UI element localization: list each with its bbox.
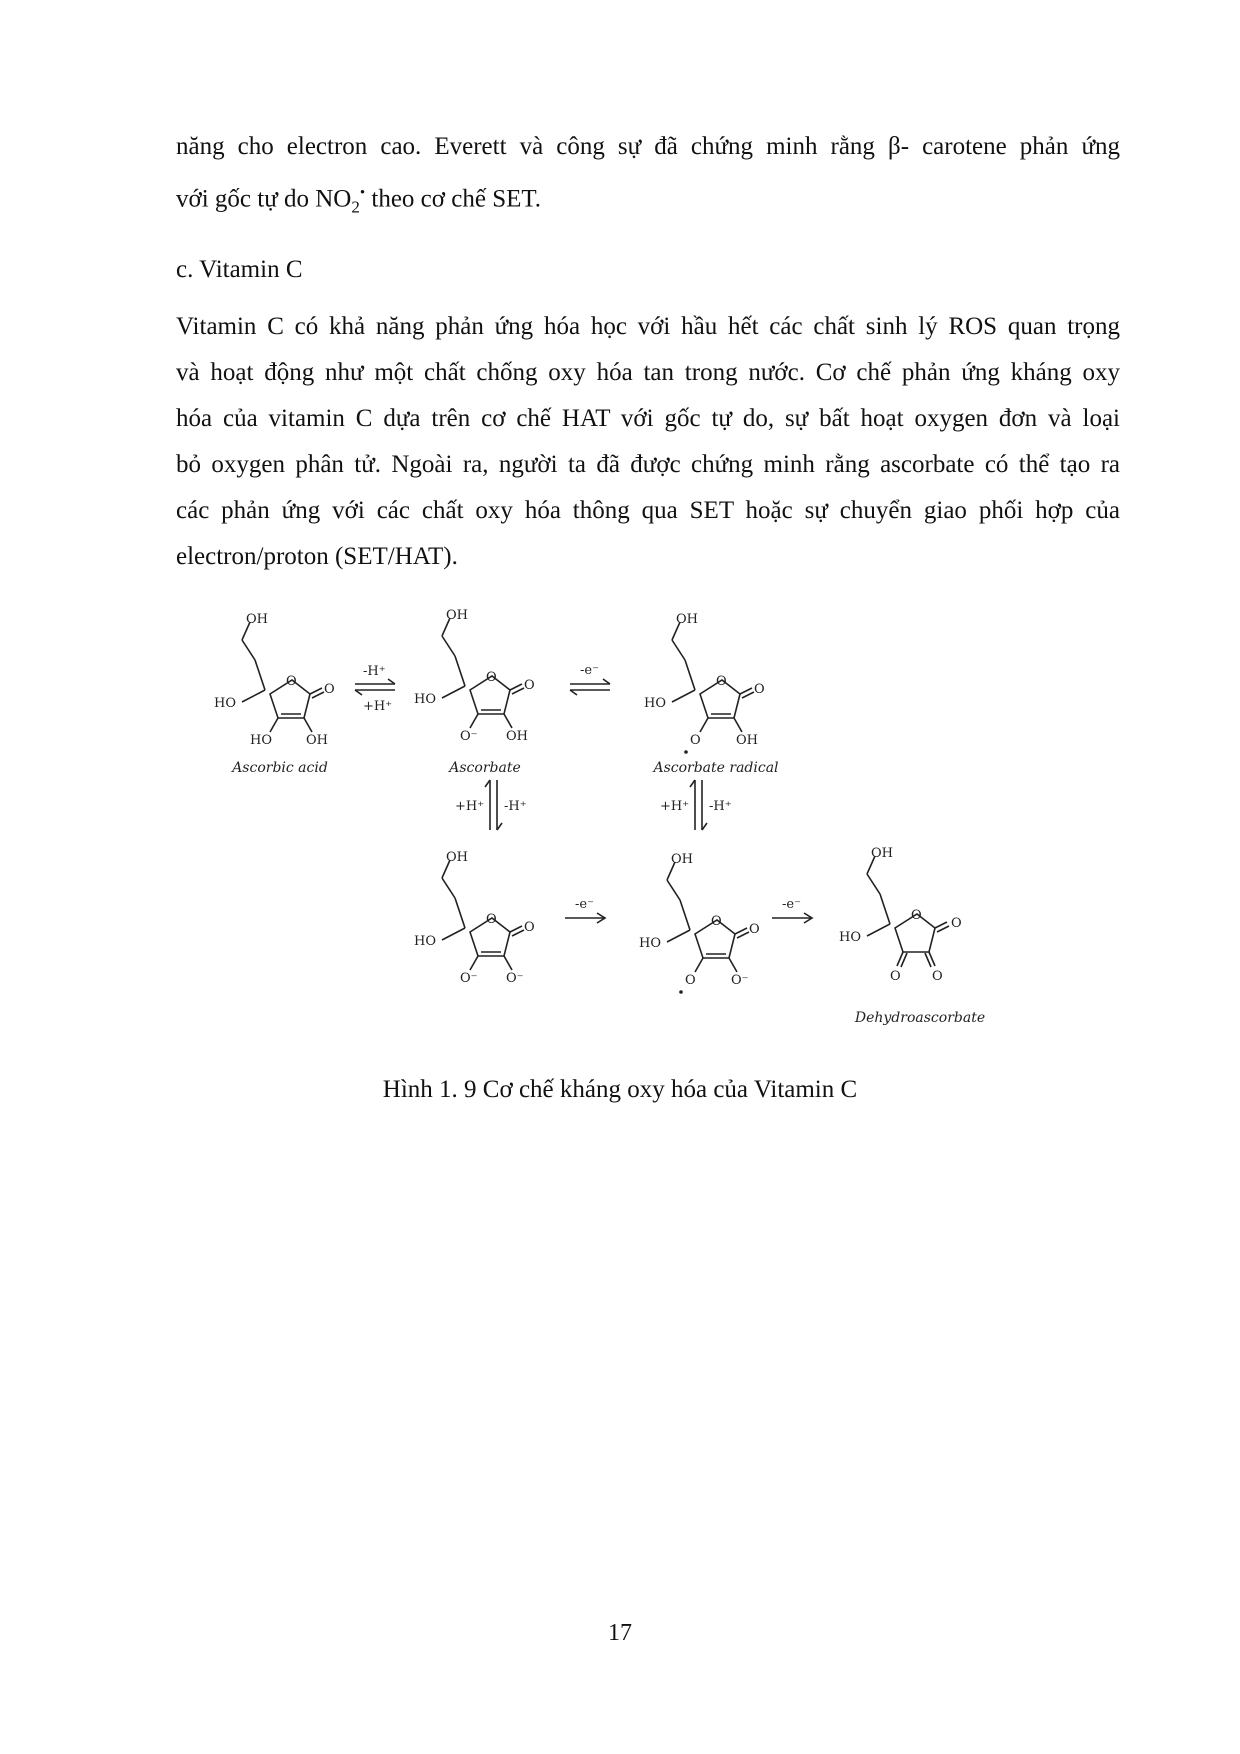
atom-label: O <box>486 670 497 685</box>
arrow-label: +H⁺ <box>660 799 690 814</box>
atom-label: O <box>890 969 901 984</box>
paragraph-vitamin-c <box>176 304 1120 580</box>
atom-label: OH <box>676 612 698 627</box>
radical-dot <box>679 990 683 994</box>
compound-name-ascorbate-radical: Ascorbate radical <box>653 760 779 776</box>
atom-label: O⁻ <box>731 973 749 988</box>
superscript: • <box>359 185 366 201</box>
molecule-ascorbate-radical <box>672 622 754 732</box>
forward-arrow-1 <box>565 913 605 923</box>
vertical-equilibrium-arrow-1 <box>485 780 502 830</box>
atom-label: O <box>524 920 535 935</box>
atom-label: OH <box>671 852 693 867</box>
text-line: electron/proton (SET/HAT). <box>176 543 458 570</box>
atom-label: HO <box>414 934 436 949</box>
atom-label: O⁻ <box>506 971 524 986</box>
atom-label: O <box>716 674 727 689</box>
atom-label: OH <box>446 850 468 865</box>
atom-label: O <box>524 678 535 693</box>
atom-label: OH <box>246 612 268 627</box>
paragraph-beta-carotene <box>176 124 1120 230</box>
atom-label: HO <box>644 696 666 711</box>
arrow-label: -e⁻ <box>782 897 801 912</box>
atom-label: O <box>749 922 760 937</box>
atom-label: O <box>932 969 943 984</box>
atom-label: O⁻ <box>460 729 478 744</box>
page-number: 17 <box>608 1620 632 1646</box>
figure-caption: Hình 1. 9 Cơ chế kháng oxy hóa của Vitamin C <box>382 1076 858 1103</box>
atom-label: O <box>690 733 701 748</box>
equilibrium-arrow-2 <box>570 679 610 695</box>
atom-label: O <box>711 914 722 929</box>
compound-name-ascorbic-acid: Ascorbic acid <box>232 760 328 776</box>
section-heading: c. Vitamin C <box>176 256 303 283</box>
equilibrium-arrow-1 <box>355 679 395 695</box>
atom-label: O <box>486 912 497 927</box>
molecule-radical-anion <box>667 862 749 972</box>
atom-label: HO <box>639 936 661 951</box>
reaction-scheme <box>214 608 1080 1040</box>
atom-label: HO <box>839 930 861 945</box>
vertical-equilibrium-arrow-2 <box>690 780 707 830</box>
text-line: năng cho electron cao. Everett và công sự đã chứng minh rằng β- carotene phản ứng <box>176 133 1120 160</box>
arrow-label: -H⁺ <box>504 799 527 814</box>
atom-label: O <box>911 908 922 923</box>
atom-label: HO <box>414 692 436 707</box>
atom-label: O <box>754 682 765 697</box>
arrow-label: -H⁺ <box>709 799 732 814</box>
radical-dot <box>684 750 688 754</box>
atom-label: O⁻ <box>460 971 478 986</box>
molecule-ascorbate-dianion <box>442 860 524 970</box>
forward-arrow-2 <box>772 913 812 923</box>
arrow-label: -H⁺ <box>363 664 386 679</box>
arrow-label: +H⁺ <box>455 799 485 814</box>
radical-dots <box>679 750 688 994</box>
atom-label: OH <box>306 733 328 748</box>
text-line: Vitamin C có khả năng phản ứng hóa học với hầu hết các chất sinh lý ROS quan trọng <box>176 313 1120 340</box>
compound-name-ascorbate: Ascorbate <box>449 760 521 776</box>
molecule-ascorbic-acid <box>242 622 324 732</box>
arrow-label: -e⁻ <box>580 663 599 678</box>
atom-label: HO <box>214 696 236 711</box>
atom-label: O <box>286 674 297 689</box>
molecule-ascorbate <box>442 618 524 728</box>
text-fragment: theo cơ chế SET. <box>365 185 542 213</box>
atom-label: OH <box>736 733 758 748</box>
vitamin-c-mechanism-figure <box>214 608 1080 1040</box>
atom-label: O <box>685 973 696 988</box>
arrow-label: +H⁺ <box>363 699 393 714</box>
text-line: hóa của vitamin C dựa trên cơ chế HAT với gốc tự do, sự bất hoạt oxygen đơn và loại <box>176 405 1120 432</box>
subscript: 2 <box>351 197 360 217</box>
compound-name-dehydroascorbate: Dehydroascorbate <box>854 1010 986 1026</box>
arrow-label: -e⁻ <box>575 897 594 912</box>
atom-label: OH <box>446 608 468 623</box>
text-line: bỏ oxygen phân tử. Ngoài ra, người ta đã được chứng minh rằng ascorbate có thể tạo ra <box>176 451 1120 478</box>
molecule-dehydroascorbate <box>867 856 949 967</box>
atom-label: OH <box>871 846 893 861</box>
text-line: các phản ứng với các chất oxy hóa thông qua SET hoặc sự chuyển giao phối hợp của <box>176 497 1120 524</box>
atom-label: O <box>324 682 335 697</box>
atom-label: HO <box>250 733 272 748</box>
atom-label: O <box>951 916 962 931</box>
atom-label: OH <box>506 729 528 744</box>
text-line <box>176 170 1120 230</box>
text-fragment: với gốc tự do NO <box>176 185 352 213</box>
text-line: và hoạt động như một chất chống oxy hóa tan trong nước. Cơ chế phản ứng kháng oxy <box>176 359 1120 386</box>
